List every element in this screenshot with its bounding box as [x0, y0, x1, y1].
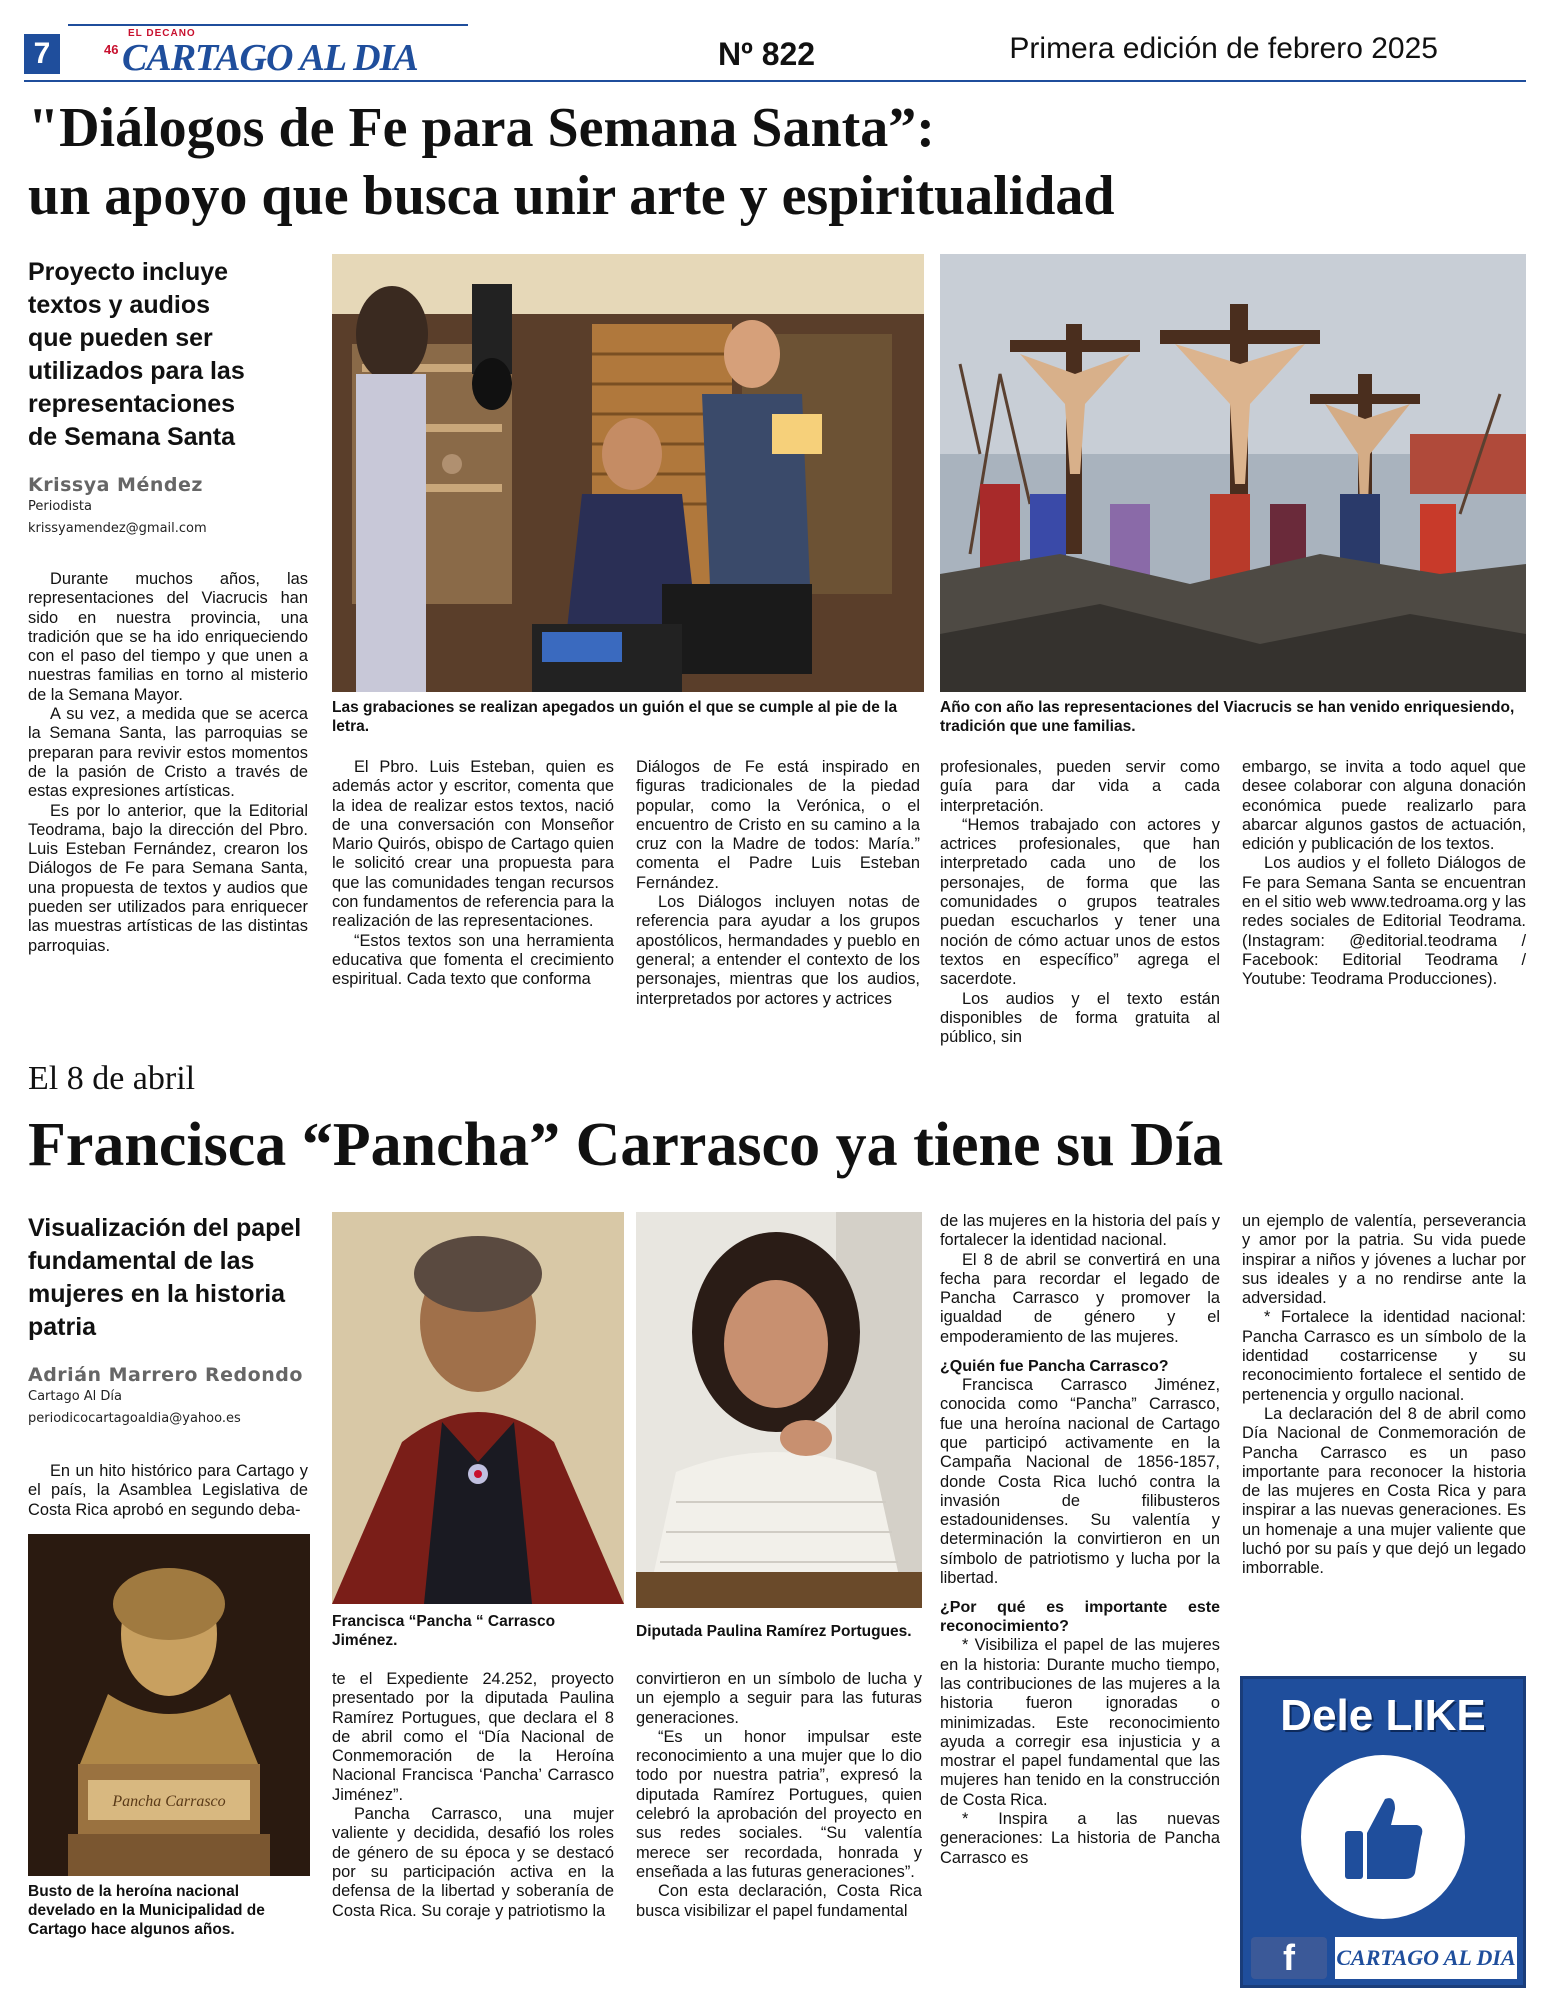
article2-role: Cartago Al Día	[28, 1389, 123, 1404]
article2-subhead: Visualización del papel fundamental de las mujeres en la historia patria	[28, 1214, 302, 1341]
paragraph: convirtieron en un símbolo de lucha y un ejemplo a seguir para las futuras generaciones.	[636, 1670, 922, 1727]
paragraph: El 8 de abril se convertirá en una fecha para recordar el legado de Pancha Carrasco y promover la igualdad de género y el empoderamiento de las mujeres.	[940, 1250, 1220, 1346]
recording-studio-photo	[332, 254, 924, 692]
paragraph: Pancha Carrasco, una mujer valiente y decidida, desafió los roles de género de su época y se destacó por su participación activa en la defensa de la libertad y soberanía de Costa Rica. Su coraje y patriotismo la	[332, 1805, 614, 1920]
paragraph: “Hemos trabajado con actores y actrices profesionales, que han interpretado cada uno de los personajes, de forma que las comunidades o grupos teatrales puedan escucharlos y tener una noción de cómo actuar unos de estos textos en específico” agrega el sacerdote.	[940, 815, 1220, 989]
paragraph: “Es un honor impulsar este reconocimiento a una mujer que lo dio todo por nuestra patria”, expresó la diputada Ramírez Portugues, quien celebró la aprobación del proyecto en sus redes sociales. “Su valentía merece ser recordada, honrada y enseñada a las futuras generaciones”.	[636, 1727, 922, 1881]
question-heading-2: ¿Por qué es importante este reconocimiento?	[940, 1599, 1220, 1636]
page-number: 7	[24, 34, 60, 74]
paragraph: * Fortalece la identidad nacional: Pancha Carrasco es un símbolo de la identidad costarricense y su reconocimiento fortalece el sentido de pertenencia y orgullo nacional.	[1242, 1308, 1526, 1404]
article1-role: Periodista	[28, 499, 92, 514]
facebook-like-ad[interactable]	[1240, 1676, 1526, 1988]
paragraph: En un hito histórico para Cartago y el país, la Asamblea Legislativa de Costa Rica aprobó en segundo deba-	[28, 1462, 308, 1519]
bust-photo	[28, 1534, 310, 1876]
paragraph: El Pbro. Luis Esteban, quien es además actor y escritor, comenta que la idea de realizar estos textos, nació de una conversación con Monseñor Mario Quirós, obispo de Cartago quien le solicitó crear una propuesta para que las comunidades tengan recursos con fundamentos de referencia para la realización de las representaciones.	[332, 758, 614, 931]
like-badge	[1301, 1755, 1465, 1919]
article2-column-4	[940, 1212, 1220, 1868]
viacrucis-photo	[940, 254, 1526, 692]
facebook-icon[interactable]: f	[1251, 1937, 1327, 1979]
paragraph: Los Diálogos incluyen notas de referencia para ayudar a los grupos apostólicos, hermandades y pueblo en general; a entender el contexto de los personajes, mientras que los audios, interpretados por actores y actrices	[636, 893, 920, 1008]
paragraph: embargo, se invita a todo aquel que desee colaborar con alguna donación económica puede realizarlo para abarcar algunos gastos de actuación, edición y publicación de los textos.	[1242, 758, 1526, 854]
recording-photo-caption: Las grabaciones se realizan apegados un guión el que se cumple al pie de la letra.	[332, 699, 898, 735]
pancha-portrait-caption: Francisca “Pancha “ Carrasco Jiménez.	[332, 1613, 556, 1649]
article1-byline	[28, 474, 207, 540]
article1-email[interactable]: krissyamendez@gmail.com	[28, 521, 207, 536]
article2-title: Francisca “Pancha” Carrasco ya tiene su Día	[28, 1111, 1224, 1179]
ad-newspaper-logo: CARTAGO AL DIA	[1335, 1937, 1517, 1979]
paragraph: * Visibiliza el papel de las mujeres en la historia: Durante mucho tiempo, las contribuciones de las mujeres a la historia fueron ignoradas o minimizadas. Este reconocimiento ayuda a corregir esa injusticia y a mostrar el papel fundamental que las mujeres han tenido en la construcción de Costa Rica.	[940, 1636, 1220, 1809]
article1-column-4	[940, 758, 1220, 1047]
article2-email[interactable]: periodicocartagoaldia@yahoo.es	[28, 1411, 241, 1426]
paragraph: * Inspira a las nuevas generaciones: La historia de Pancha Carrasco es	[940, 1810, 1220, 1867]
article1-column-5	[1242, 758, 1526, 990]
paragraph: Francisca Carrasco Jiménez, conocida como “Pancha” Carrasco, fue una heroína nacional de Cartago que participó activamente en la Campaña Nacional de 1856-1857, donde Costa Rica luchó contra la invasión de filibusteros estadounidenses. Su valentía y determinación la convirtieron en un símbolo de patriotismo y lucha por la libertad.	[940, 1376, 1220, 1588]
article1-subhead: Proyecto incluye textos y audios que pueden ser utilizados para las representaciones de Semana Santa	[28, 258, 245, 451]
question-heading-1: ¿Quién fue Pancha Carrasco?	[940, 1358, 1169, 1376]
article2-column-5	[1242, 1212, 1526, 1579]
logo-super: EL DECANO	[128, 28, 196, 39]
article1-column-1	[28, 570, 308, 956]
paragraph: Es por lo anterior, que la Editorial Teodrama, bajo la dirección del Pbro. Luis Esteban Fernández, crearon los Diálogos de Fe para Semana Santa, una propuesta de textos y audios que pueden ser utilizados para enriquecer las muestras artísticas de las distintas parroquias.	[28, 801, 308, 955]
paragraph: profesionales, pueden servir como guía para dar vida a cada interpretación.	[940, 758, 1220, 815]
edition-date: Primera edición de febrero 2025	[1009, 32, 1438, 65]
masthead-divider	[24, 80, 1526, 82]
article2-column-3	[636, 1670, 922, 1921]
paragraph: un ejemplo de valentía, perseverancia y amor por la patria. Su vida puede inspirar a niños y jóvenes a luchar por sus ideales y a no rendirse ante la adversidad.	[1242, 1212, 1526, 1308]
paragraph: Los audios y el texto están disponibles de forma gratuita al público, sin	[940, 989, 1220, 1047]
article2-column-1	[28, 1462, 308, 1520]
article1-author: Krissya Méndez	[28, 474, 203, 496]
deputy-photo	[636, 1212, 922, 1608]
article1-column-2	[332, 758, 614, 990]
issue-number: Nº 822	[718, 36, 816, 72]
paragraph: de las mujeres en la historia del país y fortalecer la identidad nacional.	[940, 1212, 1220, 1250]
bust-photo-caption: Busto de la heroína nacional develado en la Municipalidad de Cartago hace algunos años.	[28, 1883, 265, 1938]
logo-name: CARTAGO AL DIA	[122, 37, 418, 79]
masthead	[24, 24, 1526, 80]
article1-title-line2: un apoyo que busca unir arte y espiritualidad	[28, 165, 1115, 227]
paragraph: Con esta declaración, Costa Rica busca visibilizar el papel fundamental	[636, 1882, 922, 1920]
paragraph: Los audios y el folleto Diálogos de Fe para Semana Santa se encuentran en el sitio web www.tedroama.org y las redes sociales de Editorial Teodrama. (Instagram: @editorial.teodrama / Facebook: Editorial Teodrama / Youtube: Teodrama Producciones).	[1242, 854, 1526, 989]
article2-kicker: El 8 de abril	[28, 1060, 196, 1097]
article2-author: Adrián Marrero Redondo	[28, 1364, 303, 1386]
thumbs-up-icon	[1341, 1791, 1425, 1883]
paragraph: Durante muchos años, las representaciones del Viacrucis han sido en nuestra provincia, una tradición que se ha ido enriqueciendo con el paso del tiempo y que unen a nuestras familias en torno al misterio de la Semana Mayor.	[28, 570, 308, 704]
paragraph: te el Expediente 24.252, proyecto presentado por la diputada Paulina Ramírez Portugues, que declara el 8 de abril como el “Día Nacional de Conmemoración de la Heroína Nacional Francisca ‘Pancha’ Carrasco Jiménez”.	[332, 1670, 614, 1804]
bust-plaque-text: Pancha Carrasco	[112, 1793, 226, 1810]
article1-column-3	[636, 758, 920, 1009]
viacrucis-photo-caption: Año con año las representaciones del Viacrucis se han venido enriquesiendo, tradición que une familias.	[940, 699, 1515, 735]
article1-title-line1: "Diálogos de Fe para Semana Santa”:	[28, 97, 935, 159]
ad-title: Dele LIKE	[1280, 1691, 1486, 1740]
logo-number: 46	[104, 42, 119, 57]
paragraph: “Estos textos son una herramienta educativa que fomenta el crecimiento espiritual. Cada texto que conforma	[332, 931, 614, 989]
article2-byline	[28, 1364, 303, 1430]
paragraph: A su vez, a medida que se acerca la Semana Santa, las parroquias se preparan para revivir estos momentos de la pasión de Cristo a través de estas expresiones artísticas.	[28, 705, 308, 801]
paragraph: La declaración del 8 de abril como Día Nacional de Conmemoración de Pancha Carrasco es un paso importante para reconocer la historia de las mujeres en Costa Rica y para inspirar a las nuevas generaciones. Es un homenaje a una mujer valiente que luchó por su país y que dejó un legado imborrable.	[1242, 1404, 1526, 1578]
ad-footer	[1251, 1933, 1517, 1981]
newspaper-logo[interactable]	[68, 24, 468, 80]
paragraph: Diálogos de Fe está inspirado en figuras tradicionales de la piedad popular, como la Verónica, o el encuentro de Cristo en su camino a la cruz con la Madre de todos: María.” comenta el Padre Luis Esteban Fernández.	[636, 758, 920, 892]
deputy-photo-caption: Diputada Paulina Ramírez Portugues.	[636, 1623, 912, 1640]
pancha-portrait-photo	[332, 1212, 624, 1604]
article2-column-2	[332, 1670, 614, 1921]
